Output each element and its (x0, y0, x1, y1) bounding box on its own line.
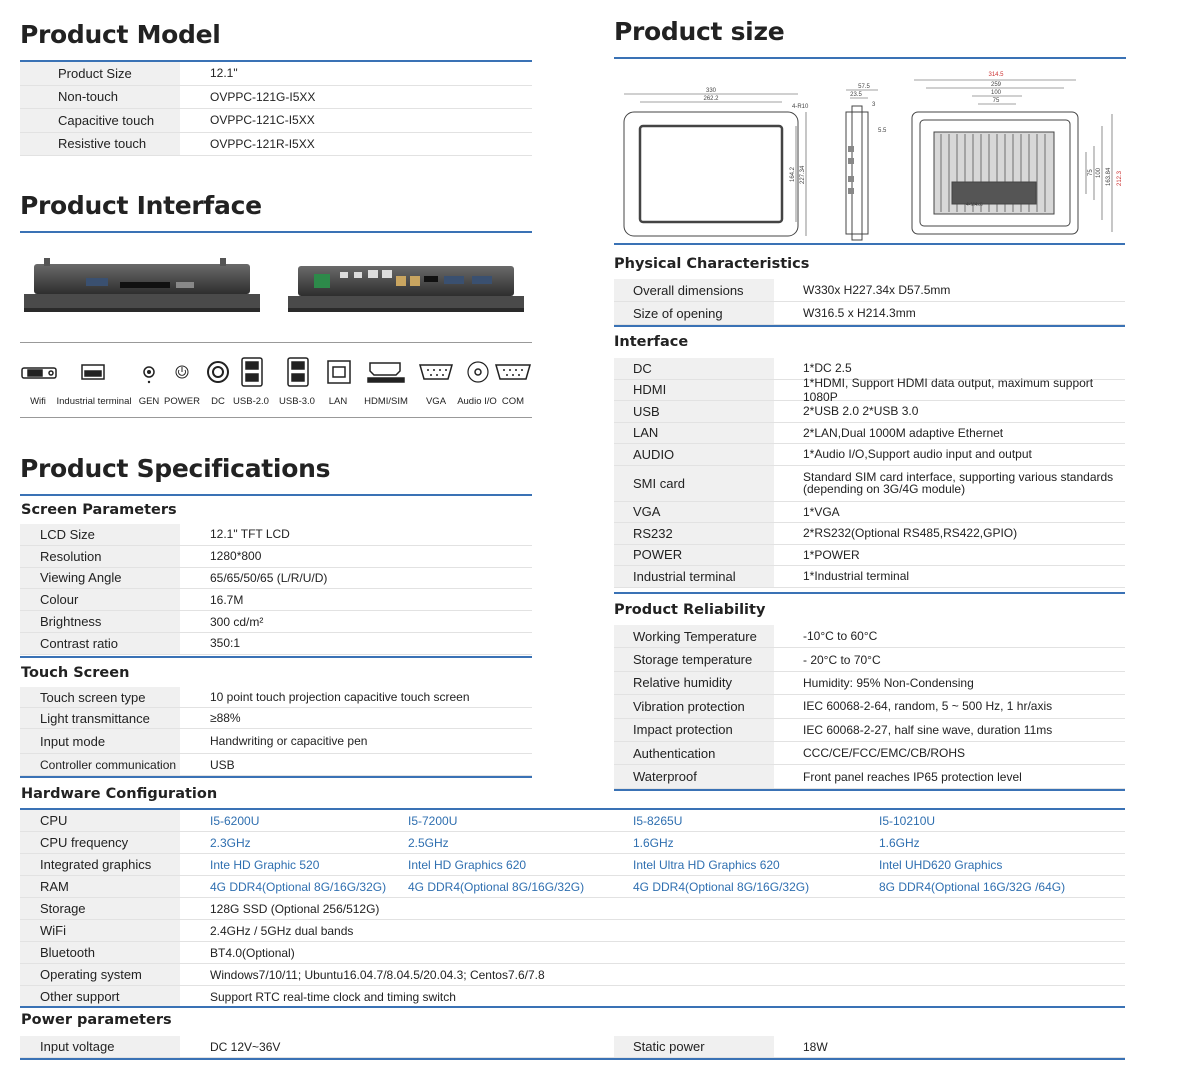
product-reliability-title: Product Reliability (614, 602, 766, 618)
row-value: 12.1" TFT LCD (210, 527, 290, 542)
cpu-option-value: I5-8265U (633, 813, 683, 828)
table-row (614, 375, 1125, 404)
table-row (614, 502, 1125, 524)
dim-front-height: 227.34 (800, 165, 806, 184)
cpu-option-value: 2.3GHz (210, 835, 251, 850)
dim-back-h1: 212.3 (1117, 170, 1123, 186)
dim-front-width: 330 (705, 88, 717, 94)
section-divider (20, 1006, 1125, 1008)
row-label: Storage temperature (614, 648, 774, 670)
row-label: Impact protection (614, 719, 774, 741)
dim-side-d2: 23.5 (850, 92, 862, 98)
row-label: RAM (20, 876, 180, 897)
interface-icon-label: Audio I/O (457, 396, 497, 407)
product-size-title: Product size (614, 17, 785, 46)
row-label: Authentication (614, 742, 774, 764)
cpu-option-value: Intel HD Graphics 620 (408, 857, 527, 872)
cpu-option-value: Inte HD Graphic 520 (210, 857, 320, 872)
row-value: 300 cd/m² (210, 614, 264, 629)
section-divider (20, 494, 532, 496)
row-label: Waterproof (614, 765, 774, 787)
interface-icon-label: POWER (164, 396, 200, 407)
table-row (20, 109, 532, 133)
static-power-label: Static power (614, 1036, 774, 1057)
row-value: Humidity: 95% Non-Condensing (803, 675, 974, 690)
row-value: ≥88% (210, 711, 241, 725)
row-value: 1*POWER (803, 547, 860, 562)
row-label: LAN (614, 423, 774, 444)
row-label: DC (614, 358, 774, 379)
row-label: Capacitive touch (20, 109, 180, 132)
table-row (614, 742, 1125, 765)
table-row (20, 729, 532, 754)
row-label: CPU (20, 810, 180, 831)
row-label: Overall dimensions (614, 279, 774, 301)
cpu-option-value: 2.5GHz (408, 835, 449, 850)
row-value: 16.7M (210, 592, 244, 607)
touch-screen-table (20, 687, 532, 776)
product-model-title: Product Model (20, 20, 221, 49)
dim-side-d3: 3 (872, 102, 876, 108)
row-value: 65/65/50/65 (L/R/U/D) (210, 570, 328, 585)
cpu-option-value: 1.6GHz (633, 835, 674, 850)
reliability-table (614, 625, 1125, 789)
row-label: Resistive touch (20, 133, 180, 156)
row-label: SMI card (614, 466, 774, 501)
icon-divider (20, 417, 532, 418)
device-bottom-view-image (20, 258, 260, 318)
hardware-configuration-title: Hardware Configuration (21, 786, 218, 802)
dim-corner: 4-R10 (792, 104, 809, 110)
table-row (614, 423, 1125, 445)
row-label: Contrast ratio (20, 633, 180, 654)
section-divider (614, 789, 1125, 791)
section-divider (614, 243, 1125, 245)
dim-back-h2: 163.84 (1106, 167, 1112, 186)
interface-icon-label: VGA (425, 396, 447, 407)
industrial-terminal-icon (82, 365, 104, 379)
cpu-option-value: 4G DDR4(Optional 8G/16G/32G) (408, 879, 585, 894)
row-value: 12.1" (210, 66, 238, 81)
cpu-option-value: 8G DDR4(Optional 16G/32G /64G) (879, 879, 1066, 894)
table-row (20, 708, 532, 729)
cpu-option-value: Intel UHD620 Graphics (879, 857, 1003, 872)
row-label: Light transmittance (20, 708, 180, 728)
row-label: Controller communication (20, 754, 180, 775)
input-voltage-value: DC 12V~36V (210, 1039, 281, 1054)
table-row (614, 302, 1125, 325)
row-label: Other support (20, 986, 180, 1007)
hardware-table (20, 810, 1125, 1008)
row-label: LCD Size (20, 524, 180, 545)
table-row (20, 964, 1125, 986)
table-row (614, 695, 1125, 718)
table-row (20, 687, 532, 708)
row-value: 10 point touch projection capacitive touch screen (210, 690, 470, 704)
power-row (20, 1036, 1125, 1058)
table-row (614, 545, 1125, 567)
table-row (20, 611, 532, 633)
interface-icon-label: LAN (328, 396, 348, 407)
row-value: OVPPC-121R-I5XX (210, 136, 315, 151)
cpu-option-value: 4G DDR4(Optional 8G/16G/32G) (210, 879, 387, 894)
power-parameters-title: Power parameters (21, 1012, 172, 1028)
com-icon (496, 365, 530, 379)
section-divider (20, 1058, 1125, 1060)
cpu-option-value: Intel Ultra HD Graphics 620 (633, 857, 780, 872)
interface-icon-label: HDMI/SIM (364, 396, 408, 407)
row-value: 2*USB 2.0 2*USB 3.0 (803, 404, 919, 419)
row-label: CPU frequency (20, 832, 180, 853)
row-label: POWER (614, 545, 774, 566)
row-value: - 20°C to 70°C (803, 652, 881, 667)
row-label: VGA (614, 502, 774, 523)
dim-back-w3: 100 (990, 90, 1002, 96)
row-label: USB (614, 401, 774, 422)
table-row (20, 754, 532, 776)
row-value: OVPPC-121C-I5XX (210, 113, 315, 128)
row-value: Standard SIM card interface, supporting various standards (depending on 3G/4G module) (803, 469, 1114, 496)
product-interface-title: Product Interface (20, 191, 262, 220)
row-value: 1*Industrial terminal (803, 569, 910, 584)
table-row (20, 810, 1125, 832)
product-specifications-title: Product Specifications (20, 454, 331, 483)
row-label: Touch screen type (20, 687, 180, 707)
cpu-option-value: I5-10210U (879, 813, 936, 828)
row-label: Input mode (20, 729, 180, 753)
device-io-view-image (284, 262, 530, 316)
product-model-table (20, 62, 532, 156)
screen-parameters-table (20, 524, 532, 655)
table-row (614, 672, 1125, 695)
row-label: Relative humidity (614, 672, 774, 694)
cpu-option-value: I5-6200U (210, 813, 260, 828)
row-label: Vibration protection (614, 695, 774, 717)
gen-icon (144, 367, 154, 383)
table-row (20, 942, 1125, 964)
physical-table (614, 279, 1125, 325)
row-value: IEC 60068-2-27, half sine wave, duration 11ms (803, 722, 1053, 737)
dim-back-h3: 100 (1096, 167, 1102, 178)
table-row (20, 876, 1125, 898)
row-value: CCC/CE/FCC/EMC/CB/ROHS (803, 746, 966, 761)
input-voltage-label: Input voltage (20, 1036, 180, 1057)
table-row (614, 279, 1125, 302)
row-value: 1*VGA (803, 504, 840, 519)
dim-back-w1: 314.5 (988, 72, 1004, 78)
dim-back-h4: 75 (1088, 169, 1094, 176)
row-label: WiFi (20, 920, 180, 941)
interface-icon-labels (20, 396, 532, 410)
row-label: Resolution (20, 546, 180, 567)
interface-icon-label: USB-2.0 (233, 396, 269, 407)
interface-icon-label: Wifi (30, 396, 46, 407)
row-label: Operating system (20, 964, 180, 985)
row-label: Size of opening (614, 302, 774, 324)
row-value: OVPPC-121G-I5XX (210, 89, 316, 104)
interface-icon-label: DC (211, 396, 225, 407)
table-row (614, 648, 1125, 671)
section-divider (614, 325, 1125, 327)
table-row (614, 566, 1125, 588)
row-value: 1*HDMI, Support HDMI data output, maximum support 1080P (803, 375, 1094, 404)
table-row (614, 401, 1125, 423)
cpu-option-value: 1.6GHz (879, 835, 920, 850)
touch-screen-title: Touch Screen (21, 665, 130, 681)
interface-icon-label: GEN (138, 396, 160, 407)
screen-parameters-title: Screen Parameters (21, 502, 177, 518)
interface-icon-label: Industrial terminal (56, 396, 132, 407)
lan-icon (328, 361, 350, 383)
table-row (20, 986, 1125, 1008)
wifi-icon (22, 368, 56, 378)
interface-icon-strip (20, 357, 532, 387)
row-label: AUDIO (614, 444, 774, 465)
table-row (614, 444, 1125, 466)
row-value: Windows7/10/11; Ubuntu16.04.7/8.04.5/20.04.3; Centos7.6/7.8 (210, 967, 545, 982)
dim-back-w4: 75 (992, 98, 1000, 104)
row-label: Viewing Angle (20, 568, 180, 589)
table-row (614, 625, 1125, 648)
row-value: Support RTC real-time clock and timing switch (210, 989, 456, 1004)
row-value: Front panel reaches IP65 protection level (803, 769, 1022, 784)
row-value: 1280*800 (210, 549, 262, 564)
table-row (20, 920, 1125, 942)
row-value: -10°C to 60°C (803, 629, 878, 644)
row-label: Industrial terminal (614, 566, 774, 587)
vga-icon (420, 365, 452, 379)
table-row (20, 86, 532, 110)
dim-front-inner-height: 164.2 (790, 166, 796, 182)
row-label: HDMI (614, 380, 774, 401)
table-row (20, 524, 532, 546)
row-value: Handwriting or capacitive pen (210, 734, 368, 748)
table-row (614, 523, 1125, 545)
row-label: Working Temperature (614, 625, 774, 647)
row-value: USB (210, 757, 235, 772)
dim-back-w2: 259 (990, 82, 1002, 88)
row-label: Non-touch (20, 86, 180, 109)
table-row (20, 62, 532, 86)
table-row (20, 832, 1125, 854)
row-label: Colour (20, 589, 180, 610)
row-value: BT4.0(Optional) (210, 945, 295, 960)
row-value: 1*Audio I/O,Support audio input and output (803, 447, 1032, 462)
row-value: IEC 60068-2-64, random, 5 ~ 500 Hz, 1 hr/axis (803, 699, 1053, 714)
dimension-drawing (616, 66, 1128, 242)
cpu-option-value: I5-7200U (408, 813, 458, 828)
dim-side-depth: 57.5 (858, 84, 870, 90)
row-value: 350:1 (210, 636, 241, 651)
row-label: Brightness (20, 611, 180, 632)
table-row (20, 898, 1125, 920)
section-divider (20, 231, 532, 233)
interface-table (614, 358, 1125, 588)
section-divider (20, 776, 532, 778)
table-row (20, 568, 532, 590)
row-value: 128G SSD (Optional 256/512G) (210, 901, 380, 916)
row-value: 2*RS232(Optional RS485,RS422,GPIO) (803, 526, 1018, 541)
section-divider (614, 592, 1125, 594)
audio-io-icon (468, 362, 488, 382)
table-row (614, 719, 1125, 742)
dim-side-d4: 5.5 (878, 128, 887, 134)
interface-icon-label: USB-3.0 (279, 396, 315, 407)
section-divider (614, 57, 1126, 59)
table-row (614, 765, 1125, 788)
hdmi-sim-icon (368, 363, 404, 382)
row-label: Storage (20, 898, 180, 919)
interface-title: Interface (614, 334, 689, 350)
interface-icon-label: COM (501, 396, 525, 407)
power-icon (176, 366, 188, 378)
cpu-option-value: 4G DDR4(Optional 8G/16G/32G) (633, 879, 810, 894)
dc-icon (208, 362, 228, 382)
dim-back-hole: 4-M4x6 (966, 202, 983, 208)
dim-front-inner-width: 262.2 (703, 96, 719, 102)
table-row (20, 633, 532, 655)
row-label: Bluetooth (20, 942, 180, 963)
table-row (20, 546, 532, 568)
table-row (20, 589, 532, 611)
section-divider (20, 656, 532, 658)
row-value: 2.4GHz / 5GHz dual bands (210, 923, 354, 938)
row-value: W330x H227.34x D57.5mm (803, 283, 951, 297)
row-label: Integrated graphics (20, 854, 180, 875)
table-row (20, 133, 532, 157)
row-label: Product Size (20, 62, 180, 85)
physical-characteristics-title: Physical Characteristics (614, 256, 810, 272)
row-label: RS232 (614, 523, 774, 544)
image-divider (20, 342, 532, 343)
usb3-icon (288, 358, 308, 386)
table-row (20, 854, 1125, 876)
row-value: 1*DC 2.5 (803, 361, 852, 376)
row-value: W316.5 x H214.3mm (803, 306, 916, 320)
row-value: 2*LAN,Dual 1000M adaptive Ethernet (803, 425, 1004, 440)
table-row (614, 466, 1125, 502)
usb2-icon (242, 358, 262, 386)
static-power-value: 18W (803, 1039, 828, 1054)
